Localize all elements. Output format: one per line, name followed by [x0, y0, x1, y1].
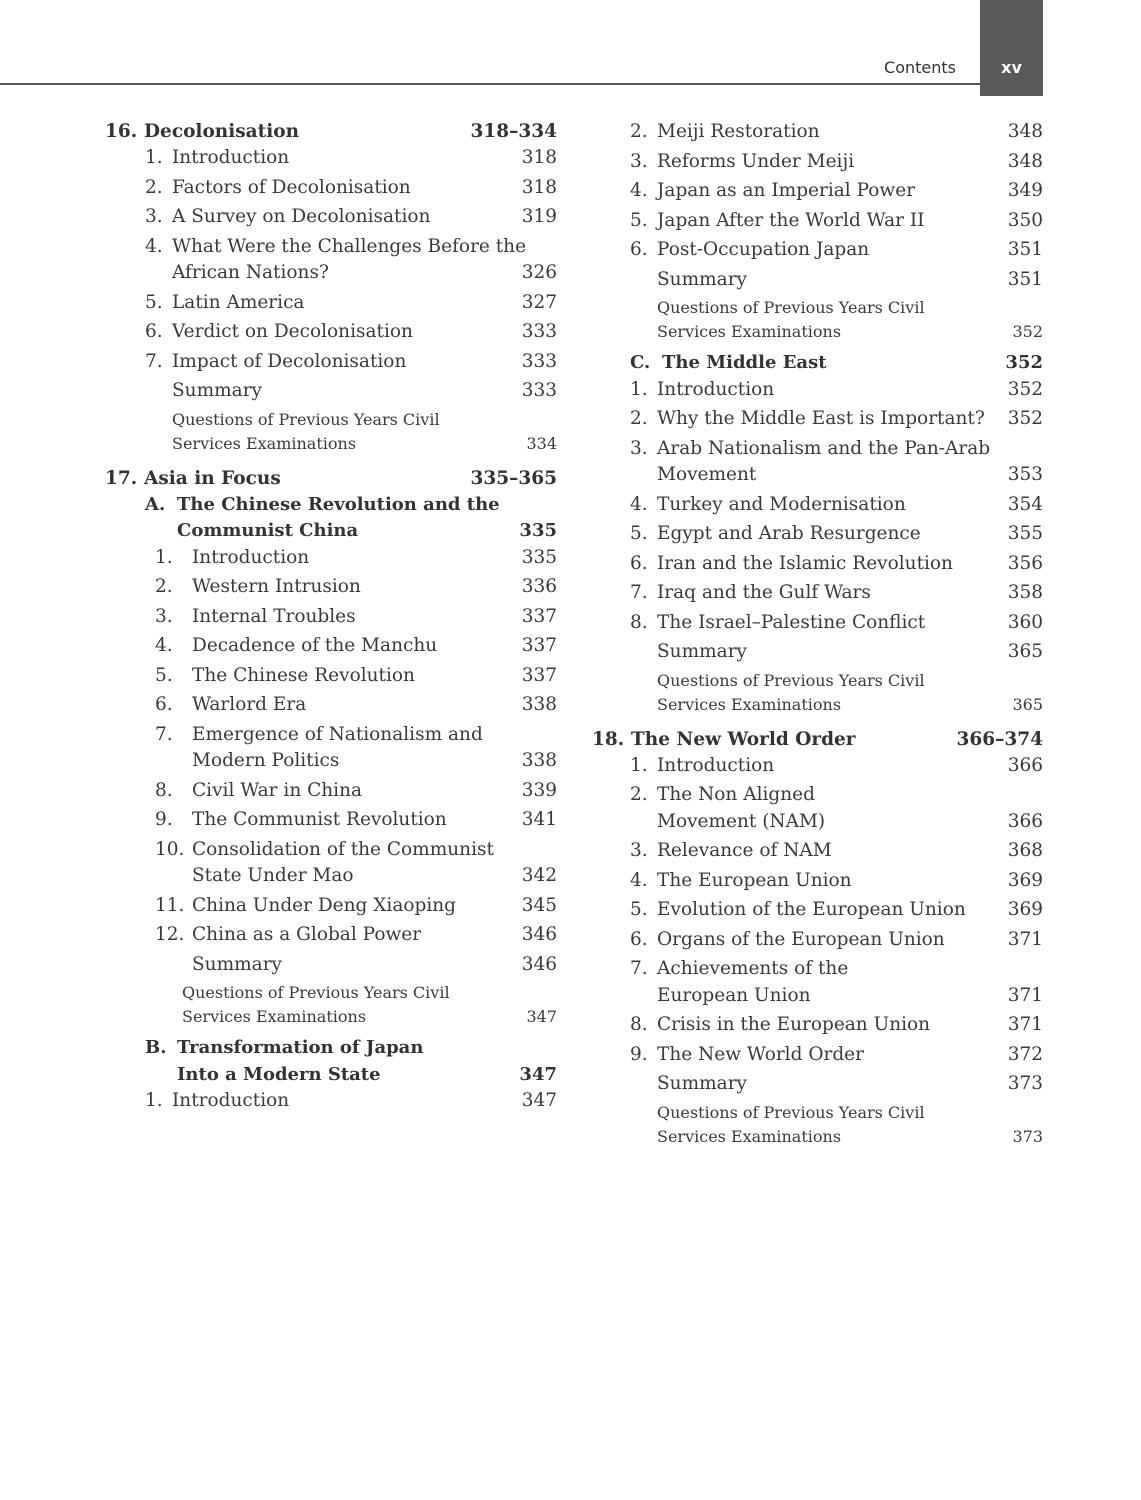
toc-entry-title: China Under Deng Xiaoping	[192, 894, 457, 916]
questions-line-1: Questions of Previous Years Civil	[657, 1102, 925, 1122]
toc-page-number: 339	[521, 779, 557, 801]
section-letter: C.	[630, 352, 651, 373]
toc-entry-number: 6.	[155, 694, 173, 715]
toc-entry-title: Summary	[192, 953, 282, 975]
toc-entry-title: Turkey and Modernisation	[657, 493, 906, 515]
toc-page-number: 352	[1005, 352, 1043, 373]
toc-entry-title: Organs of the European Union	[657, 928, 945, 950]
toc-page-number: 335	[521, 546, 557, 568]
page-folio: xv	[980, 0, 1043, 96]
toc-page-number: 351	[1007, 268, 1043, 290]
toc-page-number: 327	[521, 291, 557, 313]
toc-entry[interactable]	[630, 753, 1043, 780]
toc-page-number: 371	[1007, 984, 1043, 1006]
toc-entry-number: 4.	[145, 235, 163, 257]
toc-entry-number: 5.	[155, 664, 173, 686]
ch17-entries	[105, 492, 557, 1115]
toc-entry[interactable]	[630, 492, 1043, 519]
toc-page-number: 371	[1007, 1014, 1043, 1035]
toc-entry-number: 5.	[630, 209, 648, 231]
toc-entry-number: 8.	[630, 1014, 648, 1035]
toc-entry-title: A Survey on Decolonisation	[172, 206, 431, 227]
toc-entry-title: Introduction	[657, 754, 775, 776]
toc-entry[interactable]	[155, 722, 557, 775]
toc-entry-number: 4.	[155, 635, 173, 656]
toc-page-number: 338	[521, 694, 557, 715]
toc-entry-number: 3.	[155, 605, 173, 627]
toc-entry-number: 9.	[155, 809, 173, 830]
toc-entry[interactable]	[630, 927, 1043, 954]
toc-entry[interactable]	[630, 436, 1043, 489]
toc-page-number: 366	[1007, 810, 1043, 832]
toc-entry-title: Summary	[172, 380, 262, 401]
toc-entry[interactable]	[155, 545, 557, 572]
toc-entry-number: 1.	[145, 147, 163, 168]
toc-entry[interactable]	[630, 267, 1043, 294]
toc-page-number: 356	[1007, 552, 1043, 574]
toc-entry-number: 3.	[630, 437, 648, 459]
toc-entry-title-cont: Movement (NAM)	[657, 810, 826, 832]
toc-entry-number: 4.	[630, 180, 648, 201]
toc-chapter-17[interactable]	[105, 466, 557, 492]
toc-page-number: 341	[521, 809, 557, 830]
toc-entry-title-cont: State Under Mao	[192, 865, 354, 886]
toc-entry-number: 2.	[630, 784, 648, 805]
toc-questions-entry[interactable]	[630, 1101, 1043, 1149]
toc-page-number: 326	[521, 262, 557, 283]
toc-entry[interactable]	[630, 868, 1043, 895]
toc-entry[interactable]	[630, 208, 1043, 235]
toc-entry-title: Warlord Era	[192, 694, 307, 715]
toc-entry-title: Decadence of the Manchu	[192, 635, 438, 656]
chapter-pages: 335–365	[470, 467, 557, 489]
questions-line-1: Questions of Previous Years Civil	[182, 983, 450, 1002]
toc-entry-title: Introduction	[657, 378, 775, 400]
toc-entry-title: Arab Nationalism and the Pan-Arab	[657, 437, 991, 459]
toc-page-number: 333	[521, 380, 557, 401]
toc-page-number: 373	[1012, 1126, 1043, 1146]
toc-page-number: 337	[521, 664, 557, 686]
toc-entry-number	[155, 952, 192, 979]
toc-page-number: 352	[1007, 408, 1043, 429]
toc-entry-number: 6.	[630, 552, 648, 574]
toc-entry-number: 6.	[630, 239, 648, 260]
chapter-pages: 318–334	[470, 121, 557, 142]
toc-chapter-18[interactable]	[592, 727, 1043, 753]
toc-questions-entry[interactable]	[630, 296, 1043, 344]
toc-page-number: 365	[1012, 694, 1043, 714]
toc-entry-number: 1.	[630, 754, 648, 776]
toc-entry-title: Evolution of the European Union	[657, 899, 966, 920]
toc-entry[interactable]	[145, 349, 557, 376]
toc-entry-number: 1.	[155, 546, 173, 568]
toc-entry-title: Introduction	[172, 147, 290, 168]
toc-entry-number: 2.	[630, 408, 648, 429]
toc-page-number: 346	[521, 924, 557, 945]
toc-entry[interactable]	[145, 145, 557, 172]
toc-entry-title: Internal Troubles	[192, 605, 356, 627]
toc-page-number: 368	[1007, 840, 1043, 861]
toc-entry-number: 7.	[630, 958, 648, 979]
toc-questions-entry[interactable]	[145, 408, 557, 456]
toc-entry-number: 5.	[145, 291, 163, 313]
toc-entry-title-cont: European Union	[657, 984, 811, 1006]
toc-page-number: 336	[521, 576, 557, 597]
toc-entry[interactable]	[145, 204, 557, 231]
toc-entry[interactable]	[630, 377, 1043, 404]
section-title-line-2: Into a Modern State	[177, 1063, 381, 1085]
toc-entry-title: The Chinese Revolution	[192, 664, 415, 686]
chapter-number: 18.	[592, 728, 625, 750]
toc-entry-number: 5.	[630, 899, 648, 920]
toc-entry-title: Western Intrusion	[192, 576, 361, 597]
toc-entry-title: Summary	[657, 641, 747, 662]
toc-page-number: 373	[1007, 1073, 1043, 1094]
toc-page-number: 318	[521, 176, 557, 198]
toc-entry[interactable]	[155, 922, 557, 949]
section-title-line-1: Transformation of Japan	[177, 1037, 424, 1058]
toc-entry-title: Verdict on Decolonisation	[172, 321, 413, 342]
toc-page-number: 365	[1007, 641, 1043, 662]
section-title: The Middle East	[662, 352, 827, 373]
toc-entry-title: Iraq and the Gulf Wars	[657, 582, 871, 603]
toc-entry-number: 6.	[145, 321, 163, 342]
toc-entry-title: Egypt and Arab Resurgence	[657, 523, 921, 544]
toc-entry-title: The Communist Revolution	[192, 809, 447, 830]
toc-entry-number	[145, 378, 172, 405]
toc-entry[interactable]	[630, 610, 1043, 637]
toc-entry-title: Relevance of NAM	[657, 840, 832, 861]
toc-page-number: 333	[521, 350, 557, 372]
toc-entry-title: China as a Global Power	[192, 924, 422, 945]
toc-entry[interactable]	[155, 692, 557, 719]
chapter-number: 17.	[105, 467, 138, 489]
toc-entry-title-cont: African Nations?	[172, 262, 329, 283]
toc-entry-title: Impact of Decolonisation	[172, 350, 407, 372]
toc-page-number: 335	[519, 520, 557, 541]
toc-entry-title: Civil War in China	[192, 779, 363, 801]
toc-entry-title-cont: Movement	[657, 464, 757, 485]
toc-entry-title: Reforms Under Meiji	[657, 150, 855, 172]
toc-entry-number: 1.	[630, 378, 648, 400]
header-rule	[0, 83, 980, 85]
toc-entry[interactable]	[630, 551, 1043, 578]
toc-entry-title: Japan as an Imperial Power	[657, 180, 916, 201]
toc-entry-title: Introduction	[172, 1090, 290, 1111]
toc-entry[interactable]	[630, 1042, 1043, 1069]
toc-entry-title: Summary	[657, 268, 747, 290]
toc-entry-title: What Were the Challenges Before the	[172, 235, 527, 257]
toc-entry-title: Emergence of Nationalism and	[192, 723, 483, 745]
toc-entry-number: 2.	[630, 121, 648, 142]
toc-page-number: 355	[1007, 523, 1043, 544]
chapter-title: Decolonisation	[144, 121, 300, 142]
section-letter: B.	[145, 1037, 167, 1058]
questions-line-2: Services Examinations	[172, 433, 357, 453]
toc-entry[interactable]	[630, 1012, 1043, 1039]
toc-entry-title: Achievements of the	[657, 958, 849, 979]
toc-chapter-16[interactable]	[105, 119, 557, 145]
toc-entry-number: 3.	[630, 150, 648, 172]
toc-page-number: 342	[521, 865, 557, 886]
toc-page-number: 351	[1007, 239, 1043, 260]
toc-entry-number: 3.	[145, 206, 163, 227]
toc-entry[interactable]	[145, 175, 557, 202]
toc-entry[interactable]	[630, 838, 1043, 865]
toc-section-a[interactable]	[145, 492, 557, 545]
toc-entry-number: 7.	[630, 582, 648, 603]
toc-page-number: 369	[1007, 899, 1043, 920]
toc-entry-title: Meiji Restoration	[657, 121, 820, 142]
questions-line-1: Questions of Previous Years Civil	[657, 670, 925, 690]
toc-entry[interactable]	[630, 1071, 1043, 1098]
toc-page-number: 366	[1007, 754, 1043, 776]
chapter-title: The New World Order	[631, 728, 856, 750]
toc-entry[interactable]	[630, 119, 1043, 146]
toc-entry-number: 1.	[145, 1090, 163, 1111]
running-header-title: Contents	[884, 58, 956, 77]
toc-entry-title: Why the Middle East is Important?	[657, 408, 985, 429]
toc-entry-number	[630, 267, 657, 294]
questions-line-2: Services Examinations	[182, 1007, 367, 1026]
toc-page-number: 333	[521, 321, 557, 342]
toc-entry[interactable]	[630, 178, 1043, 205]
toc-entry[interactable]	[155, 574, 557, 601]
toc-entry-title: Post-Occupation Japan	[657, 239, 870, 260]
toc-entry[interactable]	[630, 406, 1043, 433]
toc-section-b[interactable]	[145, 1035, 557, 1088]
toc-page-number: 319	[521, 206, 557, 227]
toc-entry-number: 4.	[630, 869, 648, 891]
section-title-line-2: Communist China	[177, 520, 359, 541]
toc-page-number: 349	[1007, 180, 1043, 201]
toc-entry[interactable]	[155, 893, 557, 920]
toc-entry-number: 12.	[155, 924, 185, 945]
section-letter: A.	[145, 493, 166, 515]
toc-page-number: 348	[1007, 150, 1043, 172]
chapter-title: Asia in Focus	[144, 467, 281, 489]
toc-entry-number: 6.	[630, 928, 648, 950]
toc-entry-number: 9.	[630, 1043, 648, 1065]
toc-entry-title: The Israel–Palestine Conflict	[657, 611, 926, 633]
toc-entry-number: 3.	[630, 840, 648, 861]
toc-questions-entry[interactable]	[630, 669, 1043, 717]
questions-line-1: Questions of Previous Years Civil	[172, 409, 440, 429]
toc-entry[interactable]	[155, 663, 557, 690]
section-title-line-1: The Chinese Revolution and the	[177, 493, 500, 515]
toc-entry-number: 8.	[630, 611, 648, 633]
toc-entry-title: Latin America	[172, 291, 305, 313]
toc-page-number: 353	[1007, 464, 1043, 485]
toc-page-number: 354	[1007, 493, 1043, 515]
toc-entry[interactable]	[145, 290, 557, 317]
ch16-entries	[105, 145, 557, 456]
toc-entry-number: 4.	[630, 493, 648, 515]
toc-entry-number: 7.	[155, 723, 173, 745]
toc-page-number: 358	[1007, 582, 1043, 603]
toc-page-number: 369	[1007, 869, 1043, 891]
toc-page-number: 337	[521, 605, 557, 627]
chapter-pages: 366–374	[956, 728, 1043, 750]
toc-column-left	[105, 119, 557, 1118]
questions-line-2: Services Examinations	[657, 1126, 842, 1146]
toc-entry-title: The New World Order	[657, 1043, 864, 1065]
toc-entry-title: Introduction	[192, 546, 310, 568]
toc-entry-title-cont: Modern Politics	[192, 750, 340, 771]
toc-entry-number: 2.	[145, 176, 163, 198]
toc-entry[interactable]	[630, 782, 1043, 835]
toc-page-number: 338	[521, 750, 557, 771]
toc-page-number: 371	[1007, 928, 1043, 950]
toc-entry[interactable]	[630, 897, 1043, 924]
toc-entry-number: 7.	[145, 350, 163, 372]
toc-entry[interactable]	[630, 580, 1043, 607]
toc-entry[interactable]	[155, 837, 557, 890]
toc-entry[interactable]	[145, 234, 557, 287]
toc-page-number: 352	[1012, 322, 1043, 341]
toc-section-c[interactable]	[630, 350, 1043, 377]
toc-entry-number: 5.	[630, 523, 648, 544]
toc-page-number: 360	[1007, 611, 1043, 633]
toc-entry-number: 8.	[155, 779, 173, 801]
toc-entry[interactable]	[630, 956, 1043, 1009]
toc-column-right	[592, 119, 1043, 1155]
toc-page-number: 347	[519, 1063, 557, 1085]
toc-page-number: 318	[521, 147, 557, 168]
toc-entry[interactable]	[145, 319, 557, 346]
toc-entry-number: 2.	[155, 576, 173, 597]
toc-entry[interactable]	[145, 378, 557, 405]
toc-entry[interactable]	[155, 807, 557, 834]
chapter-number: 16.	[105, 121, 138, 142]
questions-line-1: Questions of Previous Years Civil	[657, 298, 925, 317]
toc-page-number: 350	[1007, 209, 1043, 231]
toc-page-number: 348	[1007, 121, 1043, 142]
toc-entry[interactable]	[630, 639, 1043, 666]
questions-line-2: Services Examinations	[657, 694, 842, 714]
toc-entry[interactable]	[630, 149, 1043, 176]
toc-page-number: 347	[521, 1090, 557, 1111]
toc-entry-number	[630, 639, 657, 666]
questions-line-2: Services Examinations	[657, 322, 842, 341]
toc-page-number: 337	[521, 635, 557, 656]
toc-page-number: 372	[1007, 1043, 1043, 1065]
toc-entry-title: Iran and the Islamic Revolution	[657, 552, 953, 574]
toc-entry[interactable]	[155, 604, 557, 631]
toc-entry[interactable]	[155, 952, 557, 979]
toc-entry[interactable]	[145, 1088, 557, 1115]
toc-entry-number: 11.	[155, 894, 185, 916]
toc-entry[interactable]	[155, 633, 557, 660]
toc-entry-title: Crisis in the European Union	[657, 1014, 931, 1035]
toc-entry-title: Consolidation of the Communist	[192, 838, 494, 860]
toc-entry[interactable]	[630, 237, 1043, 264]
toc-entry[interactable]	[155, 778, 557, 805]
toc-questions-entry[interactable]	[155, 981, 557, 1029]
toc-page-number: 347	[526, 1007, 557, 1026]
toc-entry[interactable]	[630, 521, 1043, 548]
toc-entry-title: Summary	[657, 1073, 747, 1094]
toc-entry-title: The European Union	[657, 869, 852, 891]
toc-entry-number: 10.	[155, 838, 185, 860]
toc-page-number: 334	[526, 433, 557, 453]
toc-page-number: 352	[1007, 378, 1043, 400]
toc-entry-number	[630, 1071, 657, 1098]
toc-page-number: 345	[521, 894, 557, 916]
toc-entry-title: The Non Aligned	[657, 784, 815, 805]
toc-entry-title: Factors of Decolonisation	[172, 176, 411, 198]
toc-entry-title: Japan After the World War II	[657, 209, 925, 231]
toc-page-number: 346	[521, 953, 557, 975]
